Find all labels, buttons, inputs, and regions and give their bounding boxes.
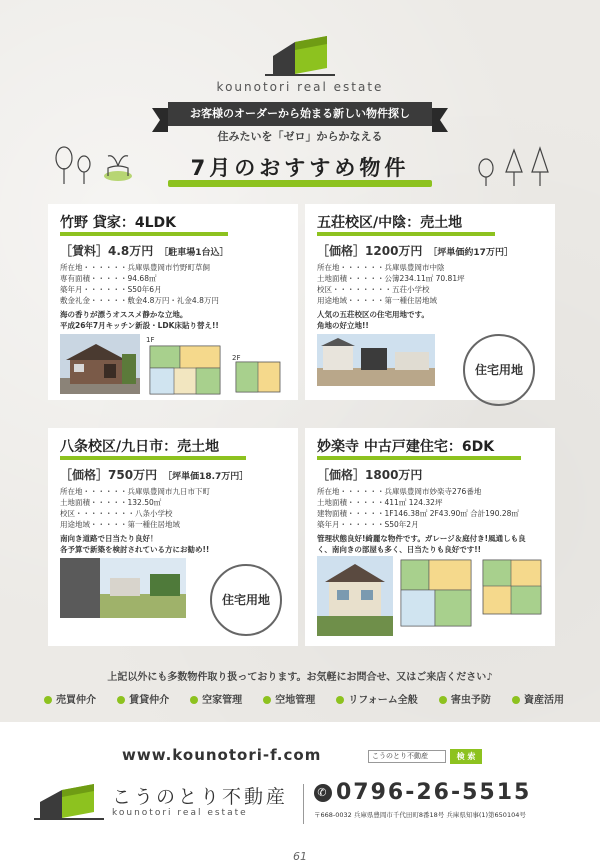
right-tree-illustration [468, 142, 558, 188]
residential-land-badge: 住宅用地 [463, 334, 535, 406]
detail-line: 土地面積・・・・・公簿234.11㎡ 70.81坪 [317, 274, 465, 283]
price-value: 4.8万円 [108, 244, 154, 258]
house-photo [60, 334, 140, 394]
floorplan-2f [479, 556, 545, 618]
house-photo [317, 556, 393, 636]
detail-line: 築年月・・・・・・S50年6月 [60, 285, 162, 294]
divider [303, 784, 304, 824]
service-item: 空家管理 [190, 691, 242, 706]
service-item: リフォーム全般 [336, 691, 418, 706]
price-sub: ［坪単価約17万円］ [428, 248, 513, 258]
property-card-itsusho[interactable] [305, 204, 555, 400]
bullet-icon [263, 696, 271, 704]
notice-text: 上記以外にも多数物件取り扱っております。お気軽にお問合せ、又はご来店ください♪ [107, 672, 493, 683]
title-underline [60, 456, 246, 460]
price-sub: ［駐車場1台込］ [159, 248, 229, 258]
page-title: 7月のおすすめ物件 [190, 156, 410, 180]
floorplan-1f [144, 334, 228, 398]
residential-land-badge: 住宅用地 [210, 564, 282, 636]
title-underline [317, 456, 521, 460]
header-ribbon: お客様のオーダーから始まる新しい物件探し [168, 102, 432, 126]
bullet-icon [117, 696, 125, 704]
footer [0, 722, 600, 865]
search-input[interactable]: こうのとり不動産 [368, 750, 446, 763]
bullet-icon [190, 696, 198, 704]
search-button[interactable]: 検 索 [450, 749, 482, 764]
land-photo [317, 334, 435, 386]
floorplan-1f [397, 556, 475, 630]
bullet-icon [439, 696, 447, 704]
price-row [317, 466, 422, 483]
detail-line: 専有面積・・・・・94.68㎡ [60, 274, 157, 283]
card-title: 竹野 貸家：4LDK [60, 215, 177, 231]
note-line: 海の香りが漂うオススメ静かな立地。 [60, 310, 188, 319]
card-title: 八条校区/九日市：売土地 [60, 439, 220, 455]
price-label: ［価格］ [317, 244, 366, 258]
phone-number[interactable]: ✆ 0796-26-5515 [314, 780, 531, 805]
detail-line: 築年月・・・・・・S50年2月 [317, 520, 419, 529]
website-link[interactable]: www.kounotori-f.com [122, 746, 322, 764]
detail-line: 校区・・・・・・・・八条小学校 [60, 509, 173, 518]
detail-line: 建物面積・・・・・1F146.38㎡ 2F43.90㎡ 合計190.28㎡ [317, 509, 519, 518]
price-sub: ［坪単価18.7万円］ [163, 472, 249, 482]
price-row [60, 466, 248, 483]
detail-line: 土地面積・・・・・132.50㎡ [60, 498, 162, 507]
house-logo-icon [34, 782, 104, 822]
floorplan-2f [230, 352, 286, 396]
property-details [60, 262, 292, 331]
left-tree-illustration [48, 140, 148, 188]
bullet-icon [336, 696, 344, 704]
floor-2f-label: 2F [232, 354, 241, 362]
price-row [60, 242, 229, 259]
price-value: 1800万円 [365, 468, 423, 482]
price-label: ［賃料］ [60, 244, 109, 258]
phone-icon: ✆ [314, 784, 332, 802]
detail-line: 用途地域・・・・・第一種住居地域 [60, 520, 180, 529]
note-line: 角地の好立地!! [317, 321, 369, 330]
note-line: 管理状態良好!綺麗な物件です。ガレージ＆庭付き!風通しも良 [317, 534, 526, 543]
service-item: 害虫予防 [439, 691, 491, 706]
bullet-icon [44, 696, 52, 704]
service-item: 売買仲介 [44, 691, 96, 706]
detail-line: 所在地・・・・・・兵庫県豊岡市九日市下町 [60, 487, 210, 496]
floor-1f-label: 1F [146, 336, 155, 344]
price-value: 750万円 [108, 468, 158, 482]
land-photo [60, 558, 186, 618]
tagline: 住みたいを「ゼロ」からかなえる [217, 130, 383, 143]
property-card-yokaichi[interactable] [48, 428, 298, 646]
bullet-icon [512, 696, 520, 704]
property-card-myorakuji[interactable] [305, 428, 555, 646]
brand-english: kounotori real estate [216, 80, 384, 94]
company-name: こうのとり不動産 [112, 786, 289, 808]
service-item: 資産活用 [512, 691, 564, 706]
price-label: ［価格］ [317, 468, 366, 482]
note-line: 各予算で新築を検討されている方にお勧め!! [60, 545, 210, 554]
services-list [44, 691, 564, 706]
price-row [317, 242, 513, 259]
detail-line: 所在地・・・・・・兵庫県豊岡市妙楽寺276番地 [317, 487, 482, 496]
note-line: く、南向きの部屋も多く、日当たりも良好です!! [317, 545, 482, 554]
property-details [317, 486, 557, 555]
title-underline [168, 180, 432, 187]
detail-line: 所在地・・・・・・兵庫県豊岡市竹野町草飼 [60, 263, 210, 272]
detail-line: 土地面積・・・・・411㎡ 124.32坪 [317, 498, 443, 507]
note-line: 人気の五荘校区の住宅用地です。 [317, 310, 429, 319]
property-card-takeno[interactable] [48, 204, 298, 400]
page-number: 61 [293, 850, 307, 863]
note-line: 南向き道路で日当たり良好！ [60, 534, 158, 543]
card-title: 妙楽寺 中古戸建住宅：6DK [317, 439, 495, 455]
company-address: 〒668-0032 兵庫県豊岡市千代田町8番18号 兵庫県知事(1)第650104号 [314, 811, 526, 819]
note-line: 平成26年7月キッチン新設・LDK床貼り替え!! [60, 321, 219, 330]
price-label: ［価格］ [60, 468, 109, 482]
detail-line: 校区・・・・・・・・五荘小学校 [317, 285, 430, 294]
detail-line: 敷金礼金・・・・・敷金4.8万円・礼金4.8万円 [60, 296, 219, 305]
service-item: 空地管理 [263, 691, 315, 706]
service-item: 賃貸仲介 [117, 691, 169, 706]
detail-line: 所在地・・・・・・兵庫県豊岡市中陰 [317, 263, 445, 272]
price-value: 1200万円 [365, 244, 423, 258]
property-details [60, 486, 292, 555]
company-name-english: kounotori real estate [112, 808, 248, 818]
property-details [317, 262, 549, 331]
house-logo-icon [265, 34, 335, 78]
title-underline [60, 232, 228, 236]
title-underline [317, 232, 495, 236]
card-title: 五荘校区/中陰：売土地 [317, 215, 463, 231]
detail-line: 用途地域・・・・・第一種住居地域 [317, 296, 437, 305]
